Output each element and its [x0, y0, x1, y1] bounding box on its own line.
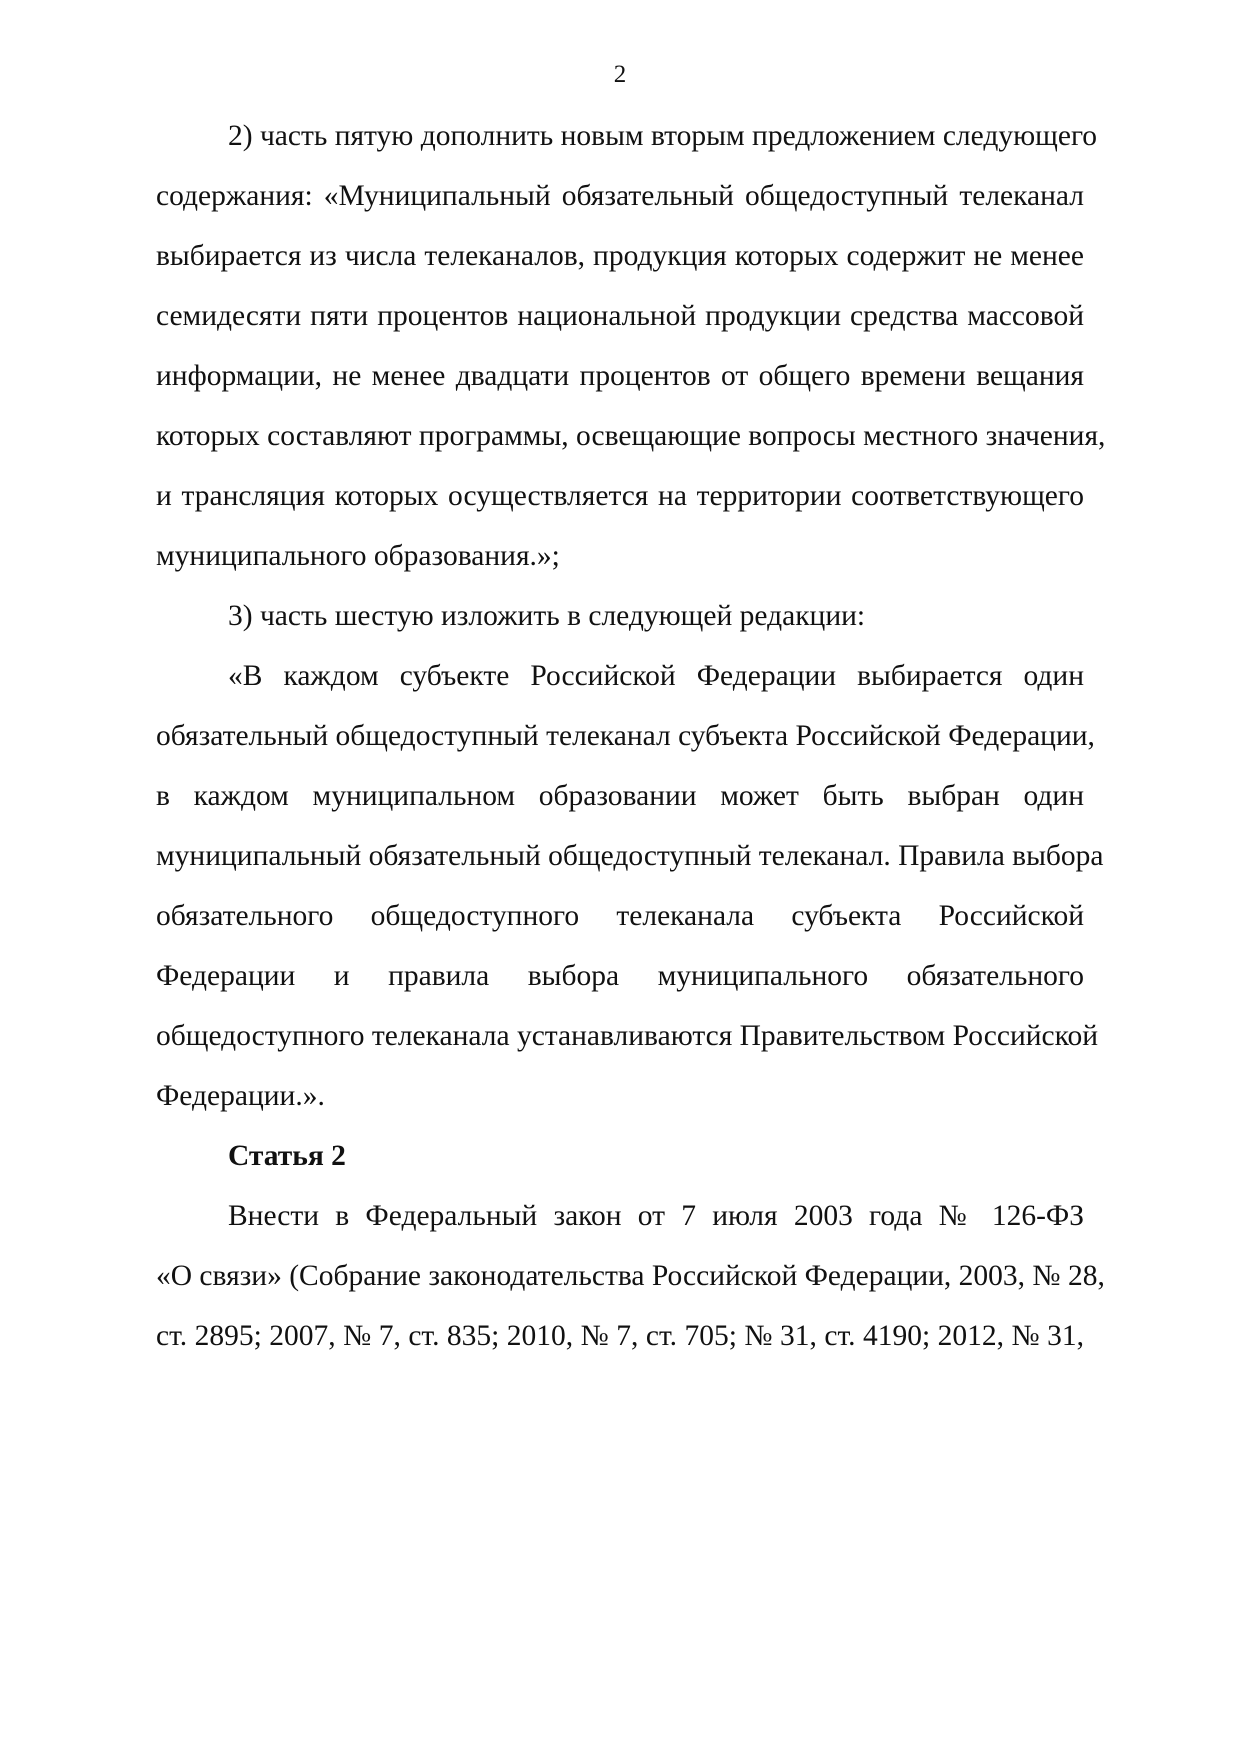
- paragraph-item-2-line: содержания: «Муниципальный обязательный общедоступный телеканал: [156, 180, 1084, 212]
- paragraph-quote-line: в каждом муниципальном образовании может быть выбран один: [156, 780, 1084, 812]
- paragraph-item-2-line: выбирается из числа телеканалов, продукция которых содержит не менее: [156, 240, 1084, 272]
- article-2-body-line: ст. 2895; 2007, № 7, ст. 835; 2010, № 7, ст. 705; № 31, ст. 4190; 2012, № 31,: [156, 1320, 1084, 1352]
- paragraph-quote-line: Федерации.».: [156, 1080, 325, 1112]
- paragraph-quote-line: Федерации и правила выбора муниципального обязательного: [156, 960, 1084, 992]
- paragraph-item-2-line: и трансляция которых осуществляется на территории соответствующего: [156, 480, 1084, 512]
- paragraph-item-2-line: которых составляют программы, освещающие вопросы местного значения,: [156, 420, 1106, 452]
- paragraph-quote-line: «В каждом субъекте Российской Федерации выбирается один: [228, 660, 1084, 692]
- article-2-body-line: Внести в Федеральный закон от 7 июля 2003 года № 126-ФЗ: [228, 1200, 1084, 1232]
- paragraph-item-2-line: семидесяти пяти процентов национальной продукции средства массовой: [156, 300, 1084, 332]
- page-number: 2: [613, 61, 627, 88]
- paragraph-quote-line: муниципальный обязательный общедоступный телеканал. Правила выбора: [156, 840, 1104, 872]
- article-heading: Статья 2: [228, 1140, 346, 1172]
- paragraph-quote-line: обязательный общедоступный телеканал субъекта Российской Федерации,: [156, 720, 1095, 752]
- paragraph-item-2-line: информации, не менее двадцати процентов от общего времени вещания: [156, 360, 1084, 392]
- paragraph-quote-line: обязательного общедоступного телеканала субъекта Российской: [156, 900, 1084, 932]
- article-2-body-line: «О связи» (Собрание законодательства Российской Федерации, 2003, № 28,: [156, 1260, 1105, 1292]
- paragraph-quote-line: общедоступного телеканала устанавливаются Правительством Российской: [156, 1020, 1098, 1052]
- paragraph-item-3-line: 3) часть шестую изложить в следующей редакции:: [228, 600, 866, 632]
- paragraph-item-2-line: 2) часть пятую дополнить новым вторым предложением следующего: [228, 120, 1098, 152]
- paragraph-item-2-line: муниципального образования.»;: [156, 540, 560, 572]
